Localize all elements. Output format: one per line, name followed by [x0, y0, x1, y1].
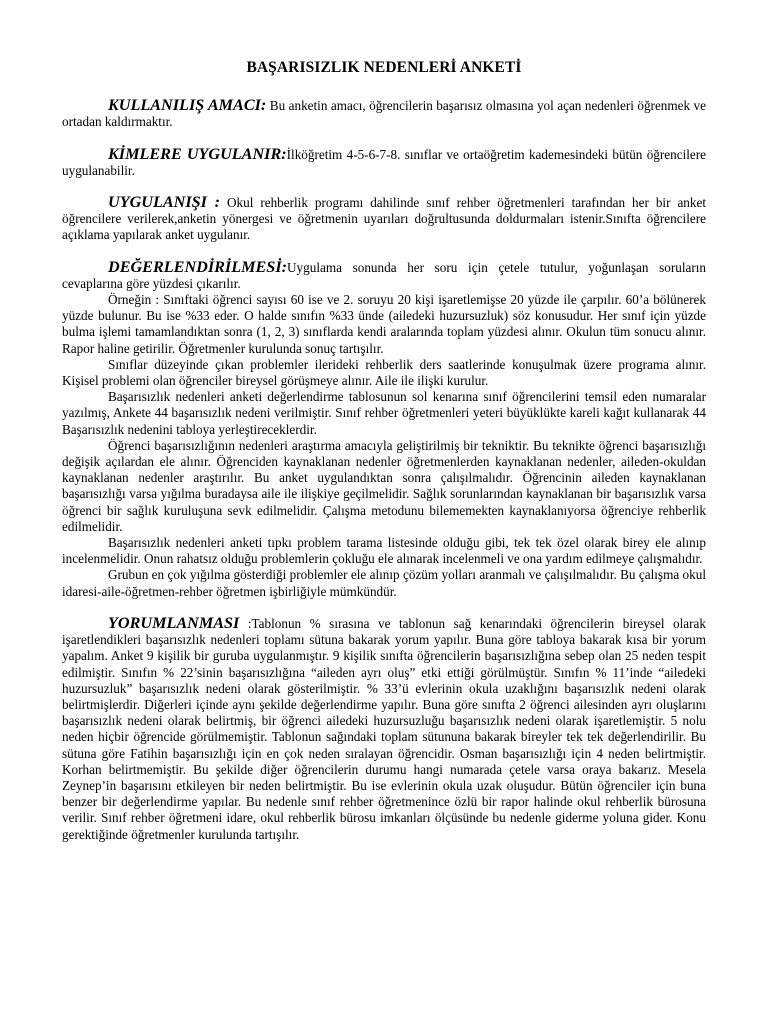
- paragraph: Öğrenci başarısızlığının nedenleri araştırma amacıyla geliştirilmiş bir tekniktir. Bu teknikte öğrenci başarısızlığı değişik açılardan ele alınır. Öğrenciden kaynaklanan nedenler öğretmenlerden kaynaklanan nedenler, aileden-okuldan kaynaklanan nedenler araştırılır. Bu anket uygulandıktan sonra çalışılmalıdır. Öğrencinin aileden kaynaklanan başarısızlığı varsa yığılma buradaysa aile ile ilişkiye geçilmelidir. Sağlık sorunlarından kaynaklanan bir başarısızlık varsa öğrenci bir sağlık kuruluşuna sevk edilmelidir. Çalışma metodunu bilememekten kaynaklanıyorsa öğrenciye rehberlik edilmelidir.: [62, 437, 706, 534]
- paragraph: Grubun en çok yığılma gösterdiği problemler ele alınıp çözüm yolları aranmalı ve çalışılmalıdır. Bu çalışma okul idaresi-aile-öğretmen-rehber öğretmen işbirliğiyle mümkündür.: [62, 567, 706, 599]
- section-text: :Tablonun % sırasına ve tablonun sağ kenarındaki öğrencilerin bireysel olarak işaretlendikleri başarısızlık nedenleri toplamı sütuna bakarak yorum yapılır. Buna göre tabloya bakarak kısa bir yorum yapalım. Anket 9 kişilik bir guruba uygulanmıştır. 9 kişilik sınıfta öğrencilerin başarısızlığına sebep olan 25 neden tespit edilmiştir. Sınıfın % 22’sinin başarısızlığına “aileden ayrı oluş” etki ettiği görülmüştür. Sınıfın % 11’inde “ailedeki huzursuzluk” başarısızlık nedeni olarak gösterilmiştir. % 33’ü evlerinin okula uzaklığını başarısızlık nedeni olarak belirtmişlerdir. Diğerleri içinde aynı şekilde değerlendirme yapılır. Buna göre sınıfta 2 öğrenci ailesinden ayrı oluşlarını başarısızlık nedeni olarak belirtmiş, bir öğrenci ailedeki huzursuzluğu başarısızlık nedeni olarak işaretlemiştir. 5 nolu neden hiçbir öğrencide görülmemiştir. Tablonun sağındaki toplam sütununa bakarak bireyler tek tek değerlendirilir. Bu sütuna göre Fatihin başarısızlığı için en çok neden sıralayan öğrencidir. Osman başarısızlığı için 4 neden belirtmiştir. Korhan belirtmemiştir. Bu şekilde diğer öğrencilerin durumu hangi numarada çetele varsa oraya bakarız. Mesela Zeynep’in başarısını etkileyen bir neden belirtmiştir. Bu ise evlerinin okula uzak oluşudur. Bütün öğrenciler için buna benzer bir değerlendirme yapılar. Bu nedenle sınıf rehber öğretmenince özlü bir rapor halinde okul rehberlik bürosuna verilir. Sınıf rehber öğretmeni idare, okul rehberlik bürosu imkanları ölçüsünde bu nedenle giderme yoluna gider. Konu gerektiğinde öğretmenler kurulunda tartışılır.: [62, 615, 706, 842]
- section-text: Uygulama sonunda her soru için çetele tutulur, yoğunlaşan soruların cevaplarına göre yüzdesi çıkarılır.: [62, 259, 706, 291]
- section-yorumlanmasi: [62, 615, 706, 843]
- section-text: Okul rehberlik programı dahilinde sınıf rehber öğretmenleri tarafından her bir anket öğrencilere verilerek,anketin yönergesi ve öğretmenin uyarıları doğrultusunda doldurmaları istenir.Sınıfta öğrencilere açıklama yapılarak anket uygulanır.: [62, 195, 706, 243]
- section-uygulanisi: [62, 194, 706, 244]
- section-degerlendirilmesi: [62, 259, 706, 600]
- section-heading: UYGULANIŞI :: [108, 193, 221, 212]
- section-heading: KULLANILIŞ AMACI:: [108, 96, 267, 115]
- paragraph: Başarısızlık nedenleri anketi tıpkı problem tarama listesinde olduğu gibi, tek tek özel olarak birey ele alınıp incelenmelidir. Onun rahatsız olduğu problemlerin çokluğu ele alınarak incelenmeli ve ona yardım edilmeye çalışmalıdır.: [62, 535, 706, 567]
- page-title: BAŞARISIZLIK NEDENLERİ ANKETİ: [246, 59, 522, 76]
- section-text: İlköğretim 4-5-6-7-8. sınıflar ve ortaöğretim kademesindeki bütün öğrencilere uygulanabilir.: [62, 146, 706, 178]
- section-kullanilis-amaci: [62, 97, 706, 130]
- paragraph: Sınıflar düzeyinde çıkan problemler ilerideki rehberlik ders saatlerinde konuşulmak üzere programa alınır. Kişisel problemi olan öğrenciler bireysel görüşmeye alınır. Aile ile ilişki kurulur.: [62, 356, 706, 389]
- section-heading: DEĞERLENDİRİLMESİ:: [108, 257, 288, 276]
- section-intro: [62, 259, 706, 292]
- section-heading: KİMLERE UYGULANIR:: [108, 144, 287, 163]
- paragraph: Başarısızlık nedenleri anketi değerlendirme tablosunun sol kenarına sınıf öğrencilerini temsil eden numaralar yazılmış, Ankete 44 başarısızlık nedeni verilmiştir. Sınıf rehber öğretmenleri yeteri büyüklükte kareli kağıt kullanarak 44 Başarısızlık nedenini tabloya yerleştireceklerdir.: [62, 389, 706, 437]
- section-text: Bu anketin amacı, öğrencilerin başarısız olmasına yol açan nedenleri öğrenmek ve ortadan kaldırmaktır.: [62, 98, 706, 130]
- paragraph: Örneğin : Sınıftaki öğrenci sayısı 60 ise ve 2. soruyu 20 kişi işaretlemişse 20 yüzde ile çarpılır. 60’a bölünerek yüzde bulunur. Bu ise %33 eder. O halde sınıfın %33 ünde (ailedeki huzursuzluk) söz konusudur. Her sınıf için yüzde bulma işlemi tamamlandıktan sonra (1, 2, 3) sınıflarda kendi aralarında toplam yüzdesi alınır. Okulun tüm sonucu alınır. Rapor haline getirilir. Öğretmenler kurulunda sonuç tartışılır.: [62, 292, 706, 356]
- section-heading: YORUMLANMASI: [108, 613, 240, 632]
- section-kimlere-uygulanir: [62, 146, 706, 179]
